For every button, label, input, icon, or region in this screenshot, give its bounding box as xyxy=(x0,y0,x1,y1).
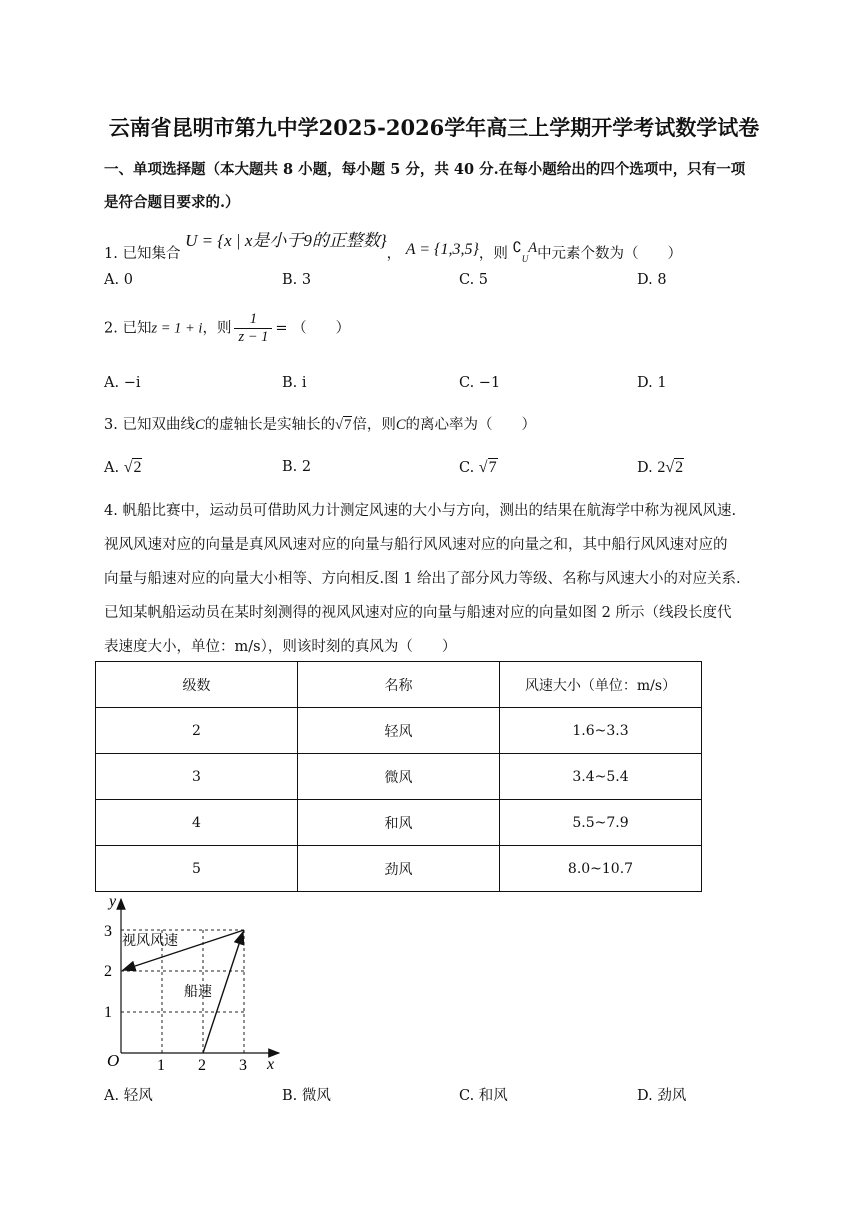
q4-line-2: 视风风速对应的向量是真风风速对应的向量与船行风风速对应的向量之和，其中船行风风速对应的 xyxy=(104,537,728,553)
table-header-cell: 名称 xyxy=(298,662,500,708)
q4-option-c: C. 和风 xyxy=(459,1088,508,1104)
x-tick-label: 3 xyxy=(239,1057,247,1074)
q3-text-d: 的离心率为（ ） xyxy=(405,417,537,433)
y-axis-label: y xyxy=(109,893,117,910)
q3-option-c: C. √7 xyxy=(459,459,497,476)
q3-text-c: 倍，则 xyxy=(352,417,396,433)
origin-label: O xyxy=(107,1051,120,1070)
q3-text-a: 3. 已知双曲线 xyxy=(104,417,195,433)
q2-condition: z = 1 + i xyxy=(151,320,203,337)
apparent-wind-label: 视风风速 xyxy=(122,933,178,949)
q1-complement-var: A xyxy=(528,240,538,256)
question-1 xyxy=(104,231,683,264)
q2-frac-num: 1 xyxy=(234,311,272,329)
q4-option-a: A. 轻风 xyxy=(104,1088,153,1104)
q3-text-b: 的虚轴长是实轴长的 xyxy=(204,417,336,433)
q3-option-d: D. 2√2 xyxy=(637,459,684,476)
table-cell: 轻风 xyxy=(298,708,500,754)
table-cell: 5 xyxy=(96,846,298,892)
table-cell: 3.4~5.4 xyxy=(500,754,702,800)
table-cell: 和风 xyxy=(298,800,500,846)
q1-prefix: 1. 已知集合 xyxy=(104,246,181,262)
wind-scale-table xyxy=(95,661,702,892)
q1-option-c: C. 5 xyxy=(459,272,489,288)
q2-frac-den: z − 1 xyxy=(238,329,269,345)
table-cell: 劲风 xyxy=(298,846,500,892)
vector-figure xyxy=(95,893,295,1078)
question-3 xyxy=(104,413,536,434)
table-cell: 5.5~7.9 xyxy=(500,800,702,846)
q3-sqrt7: √7 xyxy=(335,417,352,433)
table-cell: 4 xyxy=(96,800,298,846)
q3-option-a: A. √2 xyxy=(104,459,142,476)
table-row xyxy=(96,754,702,800)
q3-var-c: C xyxy=(194,417,205,433)
x-tick-label: 1 xyxy=(157,1057,165,1074)
q1-tail: 中元素个数为（ ） xyxy=(537,246,683,262)
table-row xyxy=(96,800,702,846)
q1-option-a: A. 0 xyxy=(104,272,133,288)
section-header-line1: 一、单项选择题（本大题共 8 小题，每小题 5 分，共 40 分.在每小题给出的四个选项中，只有一项 xyxy=(104,161,746,178)
section-header-line2: 是符合题目要求的.） xyxy=(104,194,240,211)
table-cell: 2 xyxy=(96,708,298,754)
q4-line-3: 向量与船速对应的向量大小相等、方向相反.图 1 给出了部分风力等级、名称与风速大小的对应关系. xyxy=(104,571,741,587)
table-cell: 微风 xyxy=(298,754,500,800)
q1-sep: ， xyxy=(386,246,402,262)
q2-tail: = （ ） xyxy=(275,320,351,337)
q1-option-d: D. 8 xyxy=(637,272,667,288)
table-cell: 3 xyxy=(96,754,298,800)
q4-option-b: B. 微风 xyxy=(282,1088,331,1104)
table-cell: 1.6~3.3 xyxy=(500,708,702,754)
q2-fraction xyxy=(234,311,272,346)
q1-option-b: B. 3 xyxy=(282,272,312,288)
table-header-cell: 级数 xyxy=(96,662,298,708)
q1-complement: ∁ xyxy=(512,240,522,256)
q1-set-u: U = {x | x是小于9的正整数} xyxy=(185,231,387,250)
table-cell: 8.0~10.7 xyxy=(500,846,702,892)
boat-speed-label: 船速 xyxy=(184,984,212,1000)
table-header-row xyxy=(96,662,702,708)
q4-line-4: 已知某帆船运动员在某时刻测得的视风风速对应的向量与船速对应的向量如图 2 所示（线段长度代 xyxy=(104,605,732,621)
page-title: 云南省昆明市第九中学2025-2026学年高三上学期开学考试数学试卷 xyxy=(108,115,760,140)
q2-option-a: A. −i xyxy=(104,375,141,391)
q1-then: ，则 xyxy=(478,246,508,262)
q2-option-d: D. 1 xyxy=(637,375,667,391)
table-row xyxy=(96,708,702,754)
x-tick-label: 2 xyxy=(198,1057,206,1074)
q2-then: ，则 xyxy=(202,320,232,337)
y-tick-label: 1 xyxy=(104,1004,112,1021)
x-axis-label: x xyxy=(267,1056,275,1073)
table-row xyxy=(96,846,702,892)
table-header-cell: 风速大小（单位：m/s） xyxy=(500,662,702,708)
q4-option-d: D. 劲风 xyxy=(637,1088,687,1104)
q4-line-5: 表速度大小，单位：m/s），则该时刻的真风为（ ） xyxy=(104,639,457,655)
question-2 xyxy=(104,311,350,346)
y-tick-label: 3 xyxy=(104,923,112,940)
q3-var-c2: C xyxy=(395,417,406,433)
q4-line-1: 4. 帆船比赛中，运动员可借助风力计测定风速的大小与方向，测出的结果在航海学中称为视风风速. xyxy=(104,503,737,519)
q2-prefix: 2. 已知 xyxy=(104,320,152,337)
y-tick-label: 2 xyxy=(104,963,112,980)
q2-option-c: C. −1 xyxy=(459,375,501,391)
q3-option-b: B. 2 xyxy=(282,459,312,475)
q1-set-a: A = {1,3,5} xyxy=(405,241,479,258)
q2-option-b: B. i xyxy=(282,375,307,391)
q1-complement-sub: U xyxy=(521,253,529,264)
